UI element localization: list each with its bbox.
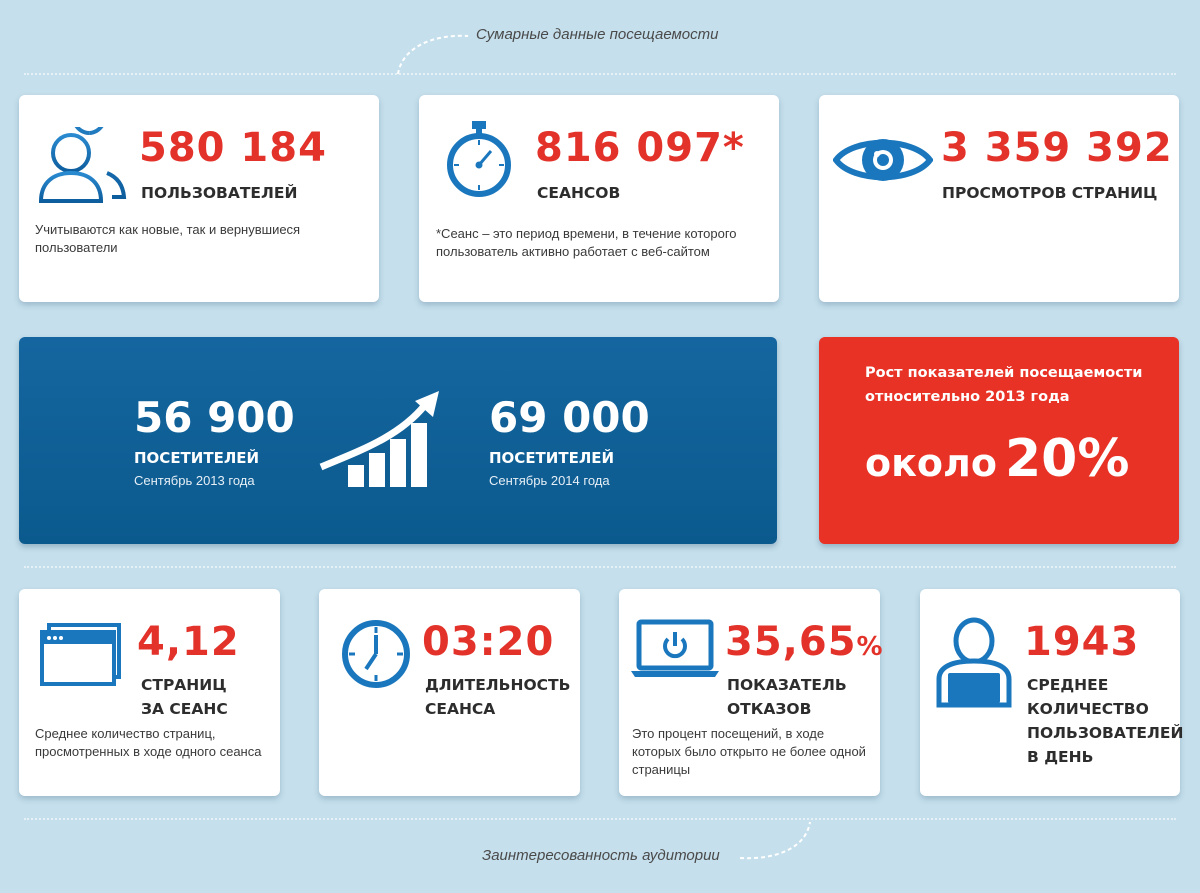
sessions-value: 816 097* — [535, 125, 745, 171]
pageviews-label: ПРОСМОТРОВ СТРАНИЦ — [942, 184, 1158, 202]
users-card — [19, 95, 379, 302]
pages-per-session-card — [19, 589, 280, 796]
top-divider — [24, 73, 1176, 75]
bounce-rate-label: ПОКАЗАТЕЛЬ ОТКАЗОВ — [727, 676, 847, 718]
visitors-before-value: 56 900 — [134, 393, 295, 442]
visitors-before-date: Сентябрь 2013 года — [134, 473, 255, 488]
sessions-label: СЕАНСОВ — [537, 184, 621, 202]
bottom-divider — [24, 818, 1176, 820]
growth-rate-panel — [819, 337, 1179, 544]
pages-per-session-value: 4,12 — [137, 619, 240, 665]
footer-caption: Заинтересованность аудитории — [482, 847, 720, 864]
pageviews-value: 3 359 392 — [941, 125, 1173, 171]
eye-icon — [833, 131, 933, 189]
clock-icon — [341, 619, 411, 689]
bounce-rate-value: 35,65% — [725, 619, 884, 665]
visitors-after-value: 69 000 — [489, 393, 650, 442]
session-duration-card — [319, 589, 580, 796]
bounce-rate-desc: Это процент посещений, в ходе которых было открыто не более одной страницы — [632, 726, 866, 777]
users-value: 580 184 — [139, 125, 327, 171]
visitors-before-label: ПОСЕТИТЕЛЕЙ — [134, 449, 260, 467]
visitors-after-date: Сентябрь 2014 года — [489, 473, 610, 488]
growth-rate-prefix: около — [865, 441, 997, 485]
pageviews-card — [819, 95, 1179, 302]
laptop-power-icon — [629, 619, 721, 679]
users-desc: Учитываются как новые, так и вернувшиеся пользователи — [35, 222, 301, 255]
stopwatch-icon — [443, 119, 515, 199]
bounce-rate-card — [619, 589, 884, 796]
decorative-swirl — [392, 28, 472, 78]
decorative-swirl-bottom — [736, 818, 816, 868]
header-caption: Сумарные данные посещаемости — [476, 26, 719, 43]
growth-rate-value: 20% — [1005, 429, 1130, 489]
session-duration-value: 03:20 — [422, 619, 555, 665]
daily-users-card — [920, 589, 1184, 796]
pages-per-session-label: СТРАНИЦ ЗА СЕАНС — [141, 676, 228, 718]
users-icon — [37, 127, 129, 207]
middle-divider — [24, 566, 1176, 568]
users-label: ПОЛЬЗОВАТЕЛЕЙ — [141, 184, 298, 202]
sessions-desc: *Сеанс – это период времени, в течение которого пользователь активно работает с веб-сайтом — [436, 226, 737, 259]
browser-window-icon — [39, 623, 123, 687]
growth-chart-icon — [319, 389, 443, 489]
sessions-card — [419, 95, 779, 302]
session-duration-label: ДЛИТЕЛЬНОСТЬ СЕАНСА — [425, 676, 571, 718]
user-icon — [936, 617, 1012, 709]
visitors-growth-panel — [19, 337, 777, 544]
daily-users-label: СРЕДНЕЕ КОЛИЧЕСТВО ПОЛЬЗОВАТЕЛЕЙ В ДЕНЬ — [1027, 676, 1184, 766]
pages-per-session-desc: Среднее количество страниц, просмотренных в ходе одного сеанса — [35, 726, 262, 759]
daily-users-value: 1943 — [1024, 619, 1140, 665]
growth-rate-text: Рост показателей посещаемости относительно 2013 года — [865, 365, 1143, 405]
visitors-after-label: ПОСЕТИТЕЛЕЙ — [489, 449, 615, 467]
